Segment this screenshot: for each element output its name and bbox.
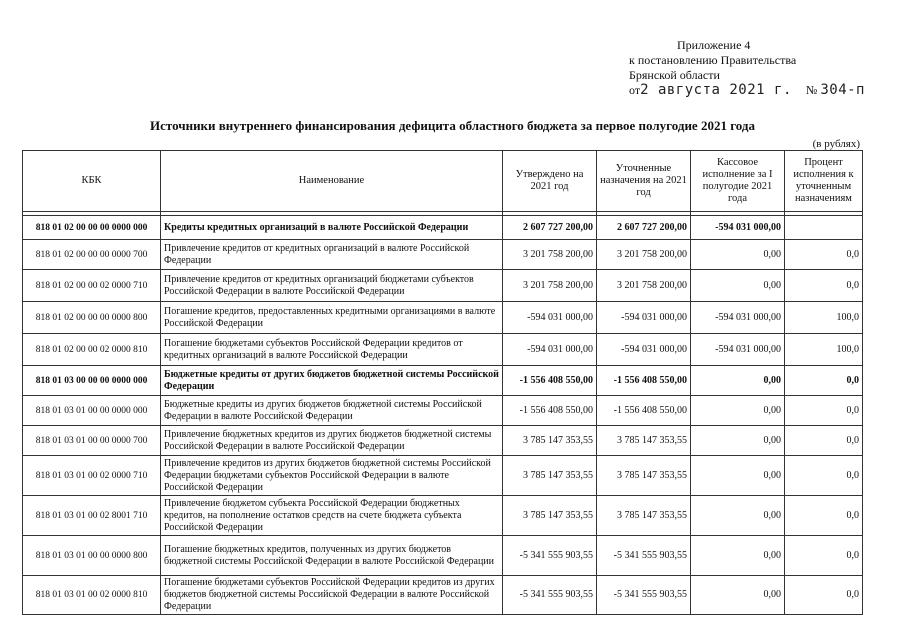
cell-approved: 3 785 147 353,55 xyxy=(503,456,597,496)
cell-revised: 3 201 758 200,00 xyxy=(597,240,691,270)
annex-from: от xyxy=(629,83,641,97)
table-row xyxy=(23,396,863,426)
cell-name: Бюджетные кредиты от других бюджетов бюджетной системы Российской Федерации xyxy=(161,366,503,396)
cell-percent: 100,0 xyxy=(785,334,863,366)
cell-percent: 0,0 xyxy=(785,366,863,396)
cell-name: Привлечение кредитов от кредитных организаций в валюте Российской Федерации xyxy=(161,240,503,270)
cell-percent xyxy=(785,216,863,240)
table-body xyxy=(23,212,863,615)
cell-revised: -1 556 408 550,00 xyxy=(597,366,691,396)
cell-revised: -1 556 408 550,00 xyxy=(597,396,691,426)
table-row xyxy=(23,270,863,302)
cell-approved: 3 201 758 200,00 xyxy=(503,270,597,302)
cell-percent: 0,0 xyxy=(785,396,863,426)
cell-executed: -594 031 000,00 xyxy=(691,302,785,334)
table-row xyxy=(23,366,863,396)
cell-revised: 3 785 147 353,55 xyxy=(597,456,691,496)
cell-percent: 0,0 xyxy=(785,240,863,270)
cell-name: Бюджетные кредиты из других бюджетов бюджетной системы Российской Федерации в валюте Российской Федерации xyxy=(161,396,503,426)
annex-block xyxy=(629,38,865,98)
table-row xyxy=(23,216,863,240)
cell-approved: 3 785 147 353,55 xyxy=(503,496,597,536)
cell-name: Привлечение бюджетом субъекта Российской Федерации бюджетных кредитов, на пополнение остатков средств на счете бюджета субъекта Российской Федерации xyxy=(161,496,503,536)
table-row xyxy=(23,240,863,270)
cell-kbk: 818 01 02 00 00 00 0000 800 xyxy=(23,302,161,334)
header-percent: Процент исполнения к уточненным назначениям xyxy=(785,151,863,212)
cell-approved: 3 785 147 353,55 xyxy=(503,426,597,456)
table-header-row xyxy=(23,151,863,212)
cell-kbk: 818 01 02 00 00 02 0000 710 xyxy=(23,270,161,302)
annex-region: Брянской области xyxy=(629,68,720,82)
cell-executed: -594 031 000,00 xyxy=(691,334,785,366)
financing-table xyxy=(22,150,863,615)
cell-revised: 2 607 727 200,00 xyxy=(597,216,691,240)
cell-name: Кредиты кредитных организаций в валюте Российской Федерации xyxy=(161,216,503,240)
cell-revised: -5 341 555 903,55 xyxy=(597,576,691,615)
cell-approved: -1 556 408 550,00 xyxy=(503,366,597,396)
annex-date: 2 августа 2021 г. xyxy=(640,82,792,98)
table-row xyxy=(23,334,863,366)
header-name: Наименование xyxy=(161,151,503,212)
cell-name: Погашение бюджетами субъектов Российской Федерации кредитов от кредитных организаций в валюте Российской Федерации xyxy=(161,334,503,366)
cell-approved: 2 607 727 200,00 xyxy=(503,216,597,240)
cell-executed: 0,00 xyxy=(691,536,785,576)
cell-percent: 100,0 xyxy=(785,302,863,334)
table-row xyxy=(23,576,863,615)
cell-percent: 0,0 xyxy=(785,576,863,615)
annex-title: Приложение 4 xyxy=(677,38,751,52)
cell-approved: 3 201 758 200,00 xyxy=(503,240,597,270)
cell-kbk: 818 01 02 00 00 00 0000 000 xyxy=(23,216,161,240)
cell-approved: -5 341 555 903,55 xyxy=(503,576,597,615)
cell-executed: -594 031 000,00 xyxy=(691,216,785,240)
cell-executed: 0,00 xyxy=(691,456,785,496)
cell-approved: -594 031 000,00 xyxy=(503,334,597,366)
cell-kbk: 818 01 03 01 00 02 0000 710 xyxy=(23,456,161,496)
cell-revised: -5 341 555 903,55 xyxy=(597,536,691,576)
cell-revised: -594 031 000,00 xyxy=(597,334,691,366)
cell-approved: -5 341 555 903,55 xyxy=(503,536,597,576)
cell-percent: 0,0 xyxy=(785,456,863,496)
annex-date-line xyxy=(629,83,865,98)
cell-revised: -594 031 000,00 xyxy=(597,302,691,334)
cell-kbk: 818 01 03 01 00 02 8001 710 xyxy=(23,496,161,536)
annex-resolution: к постановлению Правительства xyxy=(629,53,797,67)
cell-percent: 0,0 xyxy=(785,426,863,456)
cell-executed: 0,00 xyxy=(691,396,785,426)
cell-approved: -594 031 000,00 xyxy=(503,302,597,334)
cell-revised: 3 785 147 353,55 xyxy=(597,496,691,536)
table-row xyxy=(23,302,863,334)
cell-name: Привлечение кредитов из других бюджетов бюджетной системы Российской Федерации бюджетами субъектов Российской Федерации в валюте Российской Федерации xyxy=(161,456,503,496)
cell-name: Погашение бюджетами субъектов Российской Федерации кредитов из других бюджетов бюджетной системы Российской Федерации в валюте Российской Федерации xyxy=(161,576,503,615)
header-executed: Кассовое исполнение за I полугодие 2021 года xyxy=(691,151,785,212)
cell-revised: 3 201 758 200,00 xyxy=(597,270,691,302)
cell-approved: -1 556 408 550,00 xyxy=(503,396,597,426)
cell-executed: 0,00 xyxy=(691,576,785,615)
cell-name: Привлечение кредитов от кредитных организаций бюджетами субъектов Российской Федерации в валюте Российской Федерации xyxy=(161,270,503,302)
cell-executed: 0,00 xyxy=(691,426,785,456)
cell-revised: 3 785 147 353,55 xyxy=(597,426,691,456)
annex-number: 304-п xyxy=(820,82,865,98)
cell-kbk: 818 01 03 01 00 02 0000 810 xyxy=(23,576,161,615)
cell-executed: 0,00 xyxy=(691,240,785,270)
cell-kbk: 818 01 03 01 00 00 0000 800 xyxy=(23,536,161,576)
cell-executed: 0,00 xyxy=(691,270,785,302)
cell-kbk: 818 01 03 00 00 00 0000 000 xyxy=(23,366,161,396)
cell-executed: 0,00 xyxy=(691,366,785,396)
cell-percent: 0,0 xyxy=(785,536,863,576)
header-revised: Уточненные назначения на 2021 год xyxy=(597,151,691,212)
header-approved: Утверждено на 2021 год xyxy=(503,151,597,212)
header-kbk: КБК xyxy=(23,151,161,212)
cell-name: Погашение бюджетных кредитов, полученных из других бюджетов бюджетной системы Российской Федерации в валюте Российской Федерации xyxy=(161,536,503,576)
cell-percent: 0,0 xyxy=(785,270,863,302)
cell-name: Привлечение бюджетных кредитов из других бюджетов бюджетной системы Российской Федерации в валюте Российской Федерации xyxy=(161,426,503,456)
table-row xyxy=(23,426,863,456)
cell-kbk: 818 01 03 01 00 00 0000 000 xyxy=(23,396,161,426)
units-note: (в рублях) xyxy=(812,138,860,150)
cell-kbk: 818 01 02 00 00 02 0000 810 xyxy=(23,334,161,366)
table-row xyxy=(23,536,863,576)
cell-percent: 0,0 xyxy=(785,496,863,536)
annex-number-sign: № xyxy=(805,83,818,97)
cell-executed: 0,00 xyxy=(691,496,785,536)
cell-name: Погашение кредитов, предоставленных кредитными организациями в валюте Российской Федерации xyxy=(161,302,503,334)
table-row xyxy=(23,496,863,536)
cell-kbk: 818 01 02 00 00 00 0000 700 xyxy=(23,240,161,270)
document-title: Источники внутреннего финансирования дефицита областного бюджета за первое полугодие 2021 года xyxy=(149,118,755,133)
table-row xyxy=(23,456,863,496)
cell-kbk: 818 01 03 01 00 00 0000 700 xyxy=(23,426,161,456)
